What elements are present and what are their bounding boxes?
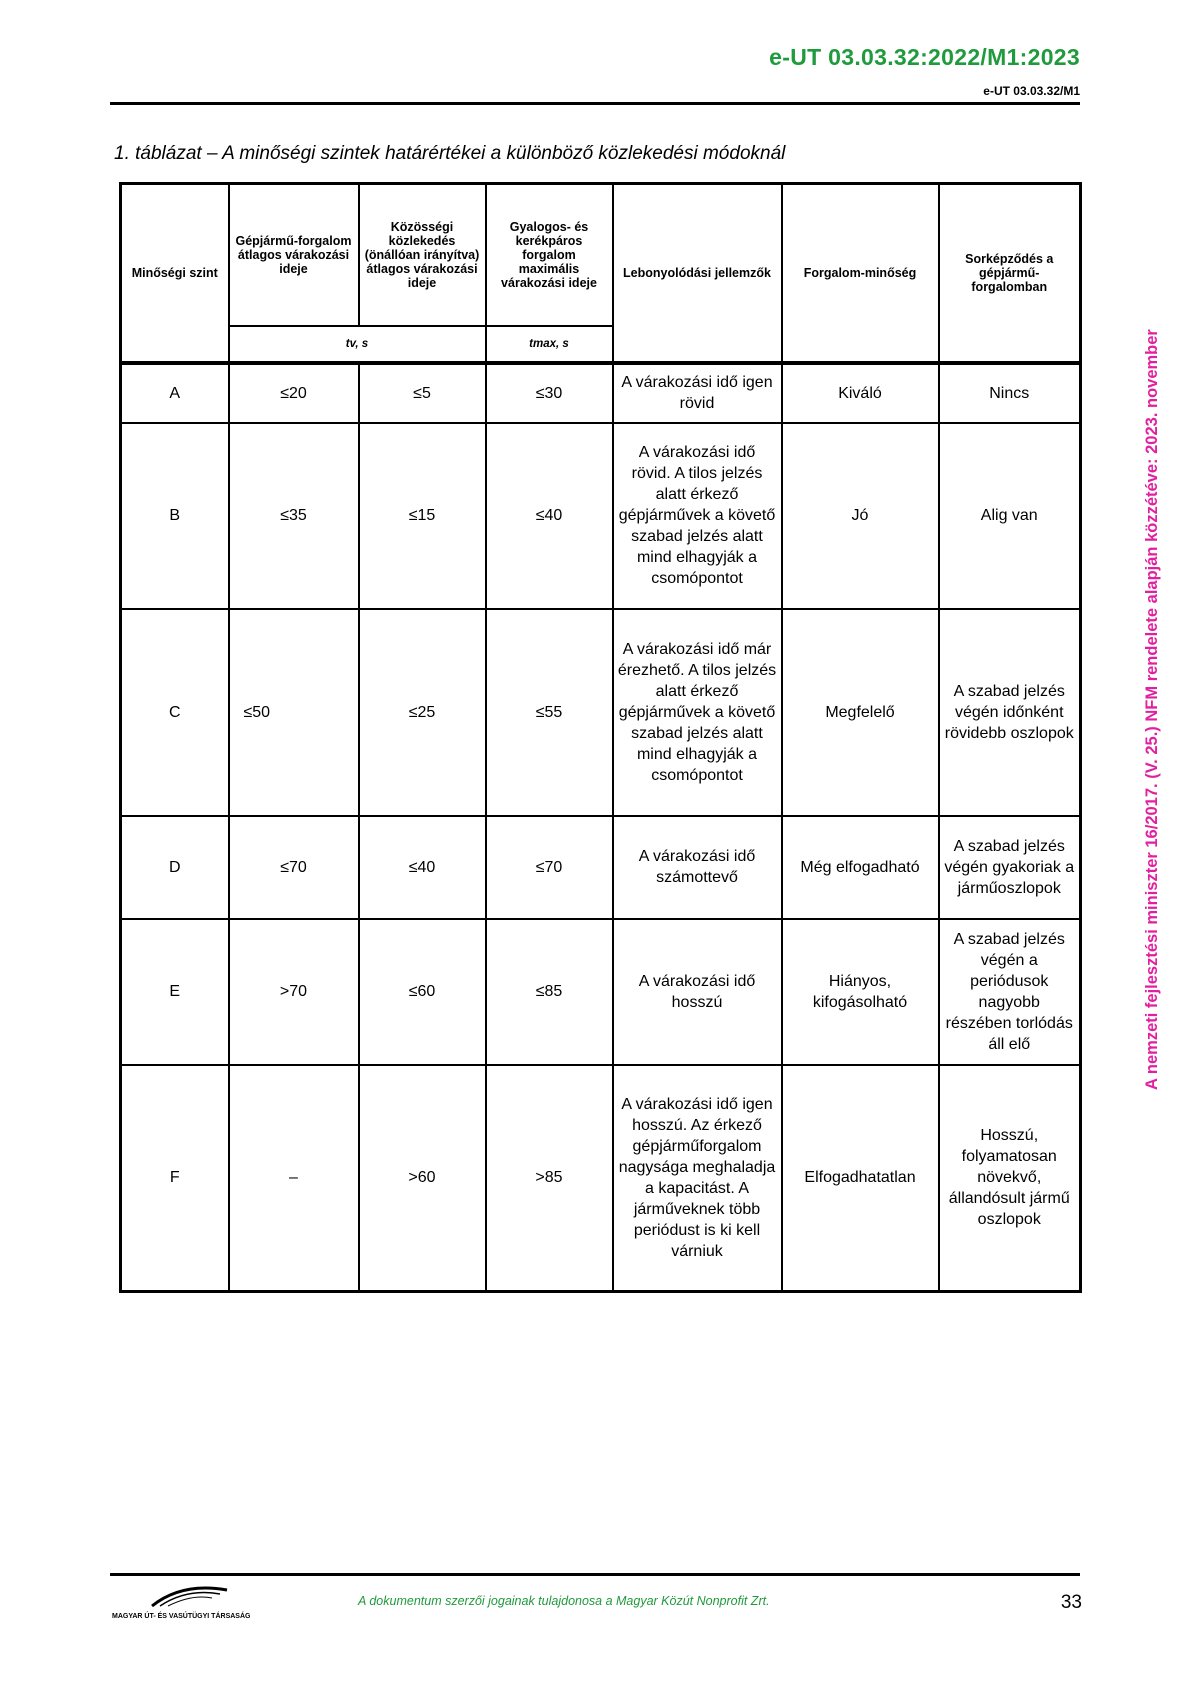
- cell-motor: –: [229, 1065, 359, 1292]
- document-subid: e-UT 03.03.32/M1: [983, 84, 1080, 98]
- header-level: Minőségi szint: [121, 184, 229, 363]
- header-divider: [110, 102, 1080, 105]
- cell-ped: ≤85: [486, 919, 613, 1065]
- cell-transit: ≤40: [359, 816, 486, 919]
- cell-char: A várakozási idő számottevő: [613, 816, 782, 919]
- table-title: 1. táblázat – A minőségi szintek határértékei a különböző közlekedési módoknál: [114, 143, 786, 164]
- cell-ped: >85: [486, 1065, 613, 1292]
- cell-queue: A szabad jelzés végén a periódusok nagyobb részében torlódás áll elő: [939, 919, 1081, 1065]
- cell-char: A várakozási idő már érezhető. A tilos jelzés alatt érkező gépjárművek a követő szabad jelzés alatt mind elhagyják a csomópontot: [613, 609, 782, 816]
- cell-transit: ≤60: [359, 919, 486, 1065]
- header-traffic-char: Lebonyolódási jellemzők: [613, 184, 782, 363]
- page-number: 33: [1060, 1592, 1082, 1613]
- cell-ped: ≤30: [486, 363, 613, 423]
- table-row: [121, 609, 1081, 816]
- cell-queue: A szabad jelzés végén gyakoriak a járműoszlopok: [939, 816, 1081, 919]
- cell-quality: Elfogadhatatlan: [782, 1065, 939, 1292]
- cell-motor: >70: [229, 919, 359, 1065]
- document-id: e-UT 03.03.32:2022/M1:2023: [769, 44, 1080, 70]
- header-unit-tmax: tmax, s: [486, 326, 613, 363]
- cell-level: A: [121, 363, 229, 423]
- table-row: [121, 919, 1081, 1065]
- header-motor-wait: Gépjármű-forgalom átlagos várakozási ideje: [229, 184, 359, 326]
- table-row: [121, 423, 1081, 609]
- cell-char: A várakozási idő igen rövid: [613, 363, 782, 423]
- copyright-notice: A dokumentum szerzői jogainak tulajdonosa a Magyar Közút Nonprofit Zrt.: [358, 1594, 770, 1608]
- cell-char: A várakozási idő rövid. A tilos jelzés alatt érkező gépjárművek a követő szabad jelzés alatt mind elhagyják a csomópontot: [613, 423, 782, 609]
- cell-ped: ≤55: [486, 609, 613, 816]
- cell-quality: Hiányos, kifogásolható: [782, 919, 939, 1065]
- cell-motor: ≤50: [229, 609, 359, 816]
- cell-level: D: [121, 816, 229, 919]
- cell-level: F: [121, 1065, 229, 1292]
- cell-quality: Kiváló: [782, 363, 939, 423]
- cell-transit: ≤25: [359, 609, 486, 816]
- cell-motor: ≤35: [229, 423, 359, 609]
- cell-level: B: [121, 423, 229, 609]
- cell-queue: Nincs: [939, 363, 1081, 423]
- cell-quality: Még elfogadható: [782, 816, 939, 919]
- header-queue: Sorképződés a gépjármű-forgalomban: [939, 184, 1081, 363]
- table-row: [121, 816, 1081, 919]
- cell-transit: ≤15: [359, 423, 486, 609]
- cell-level: E: [121, 919, 229, 1065]
- logo-swoosh-icon: [112, 1580, 262, 1610]
- cell-char: A várakozási idő igen hosszú. Az érkező gépjárműforgalom nagysága meghaladja a kapacitást. A járműveknek több periódust is ki kell várniuk: [613, 1065, 782, 1292]
- cell-motor: ≤70: [229, 816, 359, 919]
- footer-divider: [110, 1573, 1080, 1576]
- cell-level: C: [121, 609, 229, 816]
- publication-side-note: A nemzeti fejlesztési miniszter 16/2017. (V. 25.) NFM rendelete alapján közzétéve: 2023. november: [1143, 329, 1161, 1090]
- society-logo: [112, 1580, 262, 1620]
- cell-motor: ≤20: [229, 363, 359, 423]
- cell-transit: >60: [359, 1065, 486, 1292]
- cell-transit: ≤5: [359, 363, 486, 423]
- cell-queue: Hosszú, folyamatosan növekvő, állandósult jármű oszlopok: [939, 1065, 1081, 1292]
- cell-ped: ≤70: [486, 816, 613, 919]
- cell-queue: A szabad jelzés végén időnként rövidebb oszlopok: [939, 609, 1081, 816]
- cell-queue: Alig van: [939, 423, 1081, 609]
- cell-char: A várakozási idő hosszú: [613, 919, 782, 1065]
- table-row: [121, 363, 1081, 423]
- cell-ped: ≤40: [486, 423, 613, 609]
- cell-quality: Jó: [782, 423, 939, 609]
- cell-quality: Megfelelő: [782, 609, 939, 816]
- header-unit-tv: tv, s: [229, 326, 486, 363]
- level-of-service-table: [119, 182, 1082, 1293]
- header-quality: Forgalom-minőség: [782, 184, 939, 363]
- header-transit-wait: Közösségi közlekedés (önállóan irányítva) átlagos várakozási ideje: [359, 184, 486, 326]
- logo-text: MAGYAR ÚT- ÉS VASÚTÜGYI TÁRSASÁG: [112, 1613, 251, 1620]
- header-ped-wait: Gyalogos- és kerékpáros forgalom maximális várakozási ideje: [486, 184, 613, 326]
- table-row: [121, 1065, 1081, 1292]
